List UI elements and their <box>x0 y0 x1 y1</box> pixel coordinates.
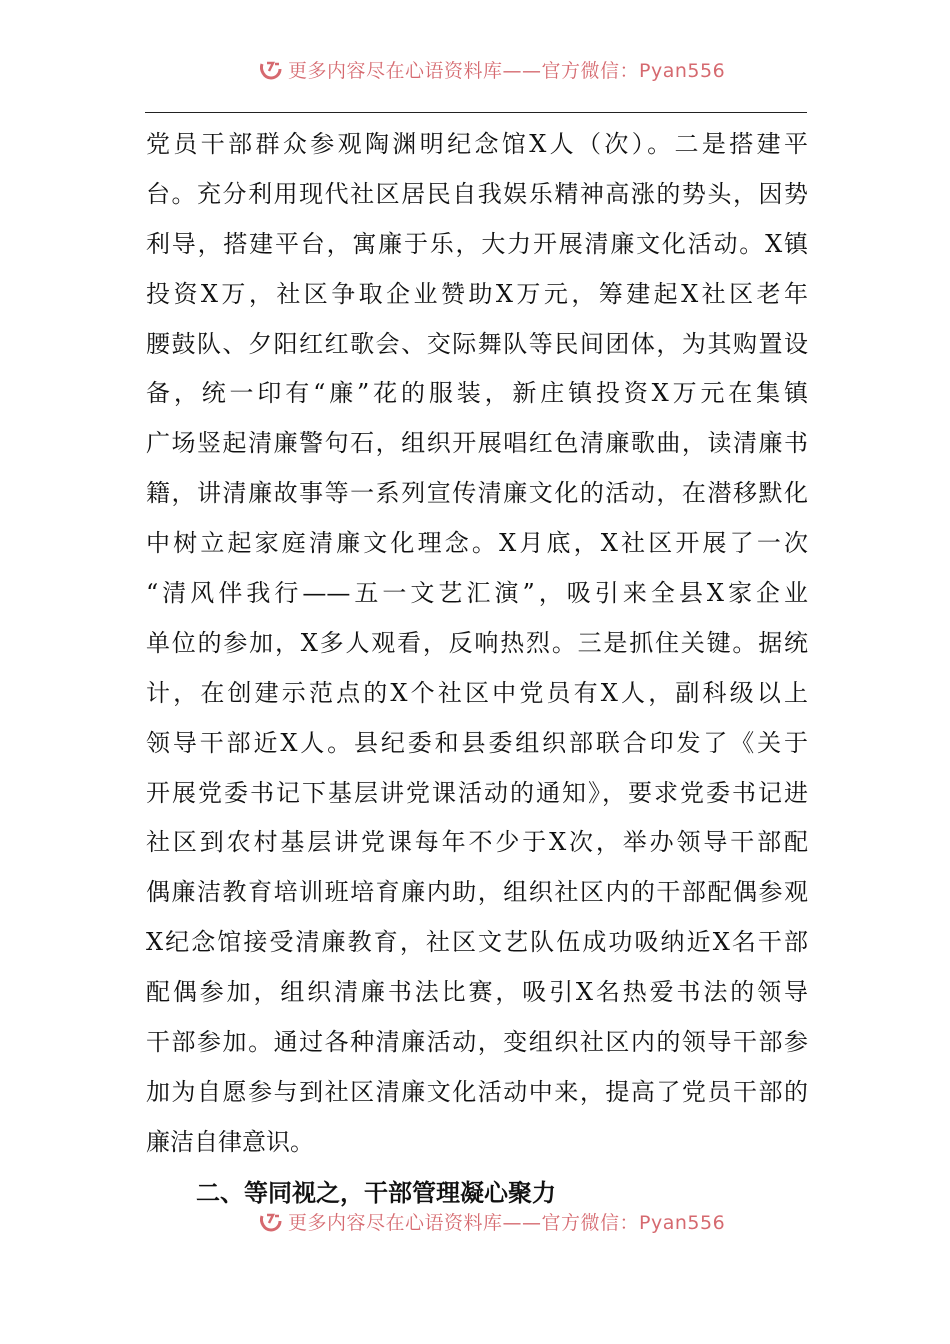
header-divider <box>145 112 807 113</box>
watermark-text: 更多内容尽在心语资料库——官方微信：Pyan556 <box>288 60 726 82</box>
text-line: 社区到农村基层讲党课每年不少于X次，举办领导干部配 <box>146 828 808 857</box>
text-line: 开展党委书记下基层讲党课活动的通知》，要求党委书记进 <box>146 778 808 807</box>
text-line: X纪念馆接受清廉教育，社区文艺队伍成功吸纳近X名干部 <box>146 928 808 957</box>
watermark-banner-top <box>258 58 738 84</box>
text-line: “清风伴我行——五一文艺汇演”，吸引来全县X家企业 <box>146 579 808 608</box>
text-line: 加为自愿参与到社区清廉文化活动中来，提高了党员干部的 <box>146 1077 808 1106</box>
text-line: 领导干部近X人。县纪委和县委组织部联合印发了《关于 <box>146 728 808 757</box>
text-line: 党员干部群众参观陶渊明纪念馆X人（次）。二是搭建平 <box>146 130 808 158</box>
text-line: 单位的参加，X多人观看，反响热烈。三是抓住关键。据统 <box>146 628 808 657</box>
text-line: 投资X万，社区争取企业赞助X万元，筹建起X社区老年 <box>146 279 808 308</box>
watermark-text: 更多内容尽在心语资料库——官方微信：Pyan556 <box>288 1212 726 1234</box>
text-line: 干部参加。通过各种清廉活动，变组织社区内的领导干部参 <box>146 1028 808 1057</box>
text-line: 台。充分利用现代社区居民自我娱乐精神高涨的势头，因势 <box>146 179 808 208</box>
text-line: 廉洁自律意识。 <box>146 1127 314 1156</box>
brand-logo-icon <box>258 1212 284 1234</box>
brand-logo-icon <box>258 60 284 82</box>
text-line: 配偶参加，组织清廉书法比赛，吸引X名热爱书法的领导 <box>146 978 808 1007</box>
text-line: 利导，搭建平台，寓廉于乐，大力开展清廉文化活动。X镇 <box>146 229 808 258</box>
body-paragraph <box>146 120 808 1168</box>
watermark-banner-bottom <box>258 1210 738 1236</box>
text-line: 计，在创建示范点的X个社区中党员有X人，副科级以上 <box>146 678 808 707</box>
text-line: 籍，讲清廉故事等一系列宣传清廉文化的活动，在潜移默化 <box>146 479 808 508</box>
section-heading: 二、等同视之，干部管理凝心聚力 <box>196 1179 556 1207</box>
text-line: 备，统一印有“廉”花的服装，新庄镇投资X万元在集镇 <box>146 379 808 408</box>
text-line: 广场竖起清廉警句石，组织开展唱红色清廉歌曲，读清廉书 <box>146 429 808 458</box>
text-line: 中树立起家庭清廉文化理念。X月底，X社区开展了一次 <box>146 529 808 558</box>
text-line: 偶廉洁教育培训班培育廉内助，组织社区内的干部配偶参观 <box>146 878 808 907</box>
text-line: 腰鼓队、夕阳红红歌会、交际舞队等民间团体，为其购置设 <box>146 329 808 358</box>
